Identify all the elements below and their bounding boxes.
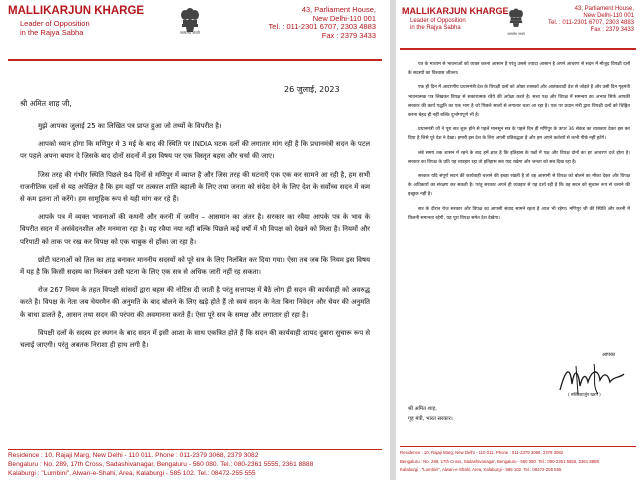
- closing: आपका: [602, 352, 616, 358]
- letterhead-address: [269, 6, 376, 41]
- footer-kalaburgi: Kalaburgi : "Lumbini", Alwan-e-Shahi, Area, Kalaburgi - 585 102. Tel.: 08472-255 555: [8, 470, 256, 477]
- emblem-caption: सत्यमेव जयते: [180, 30, 200, 35]
- paragraph: जिस तरह की गंभीर स्थिति पिछले 84 दिनों से मणिपुर में व्याप्त है और जिस तरह की घटनाएँ एक एक कर सामने आ रही है, हम सभी राजनीतिक दलों से यह अपेक्षित है कि हम वहाँ पर तत्काल शांति बहाली के लिए तथा जनता को संदेश देने के लिए देश के सर्वोच्च सदन में कम से कम इतना तो करेंगे। हम सामूहिक रूप से यही मांग कर रहे हैं।: [20, 170, 370, 204]
- letterhead-name: MALLIKARJUN KHARGE: [8, 5, 145, 17]
- letterhead-footer: [0, 451, 390, 478]
- letterhead-address: [548, 6, 634, 34]
- fax: Fax : 2379 3433: [590, 26, 634, 33]
- letter-body-1: [20, 120, 370, 351]
- paragraph: छोटी घटनाओं को तिल का ताड़ बनाकर माननीय सदस्यों को पूरे सत्र के लिए निलंबित कर दिया गया। ऐसा तब जब कि नियम इस विषय में यह है कि किसी सदस्य का निलंबन उसी घटना के लिए एक सत्र से अधिक जारी नहीं रह सकता।: [20, 255, 370, 277]
- addressee-name: श्री अमित शाह,: [408, 406, 437, 412]
- emblem-caption: सत्यमेव जयते: [507, 32, 525, 36]
- telephone: Tel. : 011-2301 6707, 2303 4883: [268, 22, 376, 32]
- footer-bengaluru: Bengaluru : No. 289, 17th Cross, Sadashivanagar, Bengaluru - 560 080. Tel.: 080-2361 5555, 2361 8888: [400, 458, 599, 464]
- paragraph: लंबे समय तक शासन में रहने के बाद हमें ज्ञात है कि इतिहास के पन्नों में पक्ष और विपक्ष दोनों का हर आचरण दर्ज होता है। सरकार का विपक्ष के प्रति यह व्यवहार रहा तो इतिहास सब याद रखेगा और जनता को सब दिख रहा है।: [408, 150, 630, 165]
- paragraph: सत्र के दौरान रोज सरकार और विपक्ष का आपसी संवाद सामने रहता है आज भी रहेगा। मणिपुर जी की स्थिति और करनी में कितनी समानता रहेगी, यह पूरा विपक्ष समेत देश देखेगा।: [408, 206, 630, 221]
- letterhead-title-line2: in the Rajya Sabha: [20, 27, 84, 37]
- letter-body-2: [408, 60, 630, 223]
- letterhead-title-line2: in the Rajya Sabha: [410, 24, 461, 31]
- fax: Fax : 2379 3433: [321, 30, 376, 40]
- footer-rule: [8, 449, 382, 450]
- footer-kalaburgi: Kalaburgi : "Lumbini", Alwan-e-Shahi, Area, Kalaburgi - 585 102. Tel.: 08472-255 555: [400, 467, 562, 472]
- addressee: [408, 404, 453, 424]
- header-rule: [8, 59, 382, 61]
- paragraph: मुझे आपका जुलाई 25 का लिखित पत्र प्राप्त हुआ जो तथ्यों के विपरीत है।: [38, 122, 222, 130]
- address-line2: New Delhi-110 001: [312, 13, 376, 23]
- footer-residence: Residence : 10, Rajaji Marg, New Delhi - 110 011. Phone : 011-2379 3068, 2379 3082: [400, 450, 564, 455]
- letterhead-name: MALLIKARJUN KHARGE: [402, 6, 509, 16]
- address-line1: 43, Parliament House,: [574, 6, 634, 12]
- letter-page-2: [396, 0, 640, 480]
- letterhead-title: [410, 18, 466, 32]
- letterhead-title: [20, 20, 90, 37]
- paragraph: रोज 267 नियम के तहत विपक्षी सांसदों द्वारा बहस की नोटिस दी जाती है परंतु सत्तापक्ष में बैठे लोग ही सदन की कार्यवाही को अवरुद्ध करते है। विपक्ष के नेता जब चेयरमैन की अनुमति के बाद बोलने के लिए खड़े होते हैं तो स्वयं सदन के नेता बिना निवेदन और चेयर की अनुमति के बाधा डालते है, आसन तथा सदन की परंपरा की अवमानना करते हैं। ऐसा पूरे सत्र के समक्ष और लगातार हो रहा है।: [20, 286, 370, 319]
- letterhead-title-line1: Leader of Opposition: [410, 18, 466, 24]
- paragraph: आपके पत्र में व्यक्त भावनाओं की कथनी और करनी में जमीन – आसमान का अंतर है। सरकार का रवैया आपके पत्र के भाव के विपरीत सदन में असंवेदनशील और मनमाना रहा है। यह रवैया नया नहीं बल्कि पिछले कई वर्षों में भी विपक्ष को देखने को मिला है। नियमों और परिपाटी को ताक पर रख कर विपक्ष को एक चाबुक से हाँका जा रहा है।: [20, 213, 370, 246]
- paragraph: विपक्षी दलों के सदस्य हर स्थगन के बाद सदन में इसी आशा के साथ एकत्रित होते हैं कि सदन की कार्यवाही शायद दुबारा सुचारू रूप से चलाई जाएगी। परंतु अबतक निराशा ही हाथ लगी है।: [20, 328, 370, 350]
- letterhead-footer: [396, 449, 640, 475]
- salutation: श्री अमित शाह जी,: [20, 99, 72, 108]
- national-emblem-icon: [506, 6, 526, 34]
- footer-residence: Residence : 10, Rajaji Marg, New Delhi - 110 011. Phone : 011-2379 3068, 2379 3082: [8, 452, 259, 459]
- letter-date: 26 जुलाई, 2023: [284, 85, 340, 94]
- letterhead-title-line1: Leader of Opposition: [20, 19, 90, 28]
- addressee-title: गृह मंत्री, भारत सरकार।: [408, 416, 453, 422]
- signature-caption: ( मल्लिकार्जुन खरगे ): [568, 392, 601, 397]
- paragraph: आपको ध्यान होगा कि मणिपुर मे 3 मई के बाद की स्थिति पर INDIA घटक दलों की लगातार मांग रही है कि प्रधानमंत्री सदन के पटल पर पहले अपना बयान दे जिसके बाद दोनों सदनों में इस विषय पर एक विस्तृत बहस और चर्चा की जाए।: [20, 140, 370, 161]
- footer-bengaluru: Bengaluru : No. 289, 17th Cross, Sadashivanagar, Bengaluru - 560 080. Tel.: 080-2361 5555, 2361 8888: [8, 461, 314, 468]
- header-rule: [400, 48, 636, 50]
- telephone: Tel. : 011-2301 6707, 2303 4883: [548, 19, 634, 26]
- paragraph: प्रधानमंत्री जी ने पूरा सत्र शुरू होने से पहले मानसून सत्र के पहले दिन ही मणिपुर के ऊपर 36 सेकंड का व्यक्तव्य देकर इस कर दिया है जिसे पूरे देश ने देखा। हमारी इस देश के लिए अपनी प्रतिबद्धता है और हम अपने कर्तव्यों से कभी पीछे नहीं हटेंगे।: [408, 127, 630, 142]
- footer-rule: [400, 446, 636, 447]
- address-line1: 43, Parliament House,: [301, 5, 376, 14]
- paragraph: पत्र के माध्यम से भावनाओं को व्यक्त करना आसान है परंतु उससे ज़्यादा आसान है अपने आचरण से सदन में मौजूद विपक्षी दलों के सदस्यों का विश्वास जीतना।: [408, 62, 630, 77]
- paragraph: एक ही दिन में आदरणीय प्रधानमंत्री देश के विपक्षी दलों को ओछा शासकों और आतंकवादी देश से जोड़ते है और उसी दिन गृहमंत्री भावनात्मक पत्र लिखकर विपक्ष से सकारात्मक रवैये की अपेक्षा करते है। सत्ता पक्ष और विपक्ष में समन्वय का अभाव सिर्फ आपकी सरकार की कार्य पद्धति का एक भाग है जो पिछले सालों से लगातार चला आ रहा है। एक पर प्रधान मंत्री द्वारा विपक्षी दलों को चिह्नित करना बेहद ही नहीं बल्कि दुर्भाग्यपूर्ण भी है।: [408, 85, 630, 119]
- paragraph: सरकार यदि संपूर्ण सदन की कार्यवाही चलाने की इच्छा रखती है तो वह आसानी से विपक्ष को बोलने का मौका देकर और विपक्ष के अधिकारों का संरक्षण कर सकती है। परंतु सरकार अपने ही व्यवहार से यह दर्शा रही है कि वह सदन को सुचारू रूप से चलाने की इच्छुक नहीं है।: [408, 174, 630, 198]
- address-line2: New Delhi-110 001: [583, 12, 634, 19]
